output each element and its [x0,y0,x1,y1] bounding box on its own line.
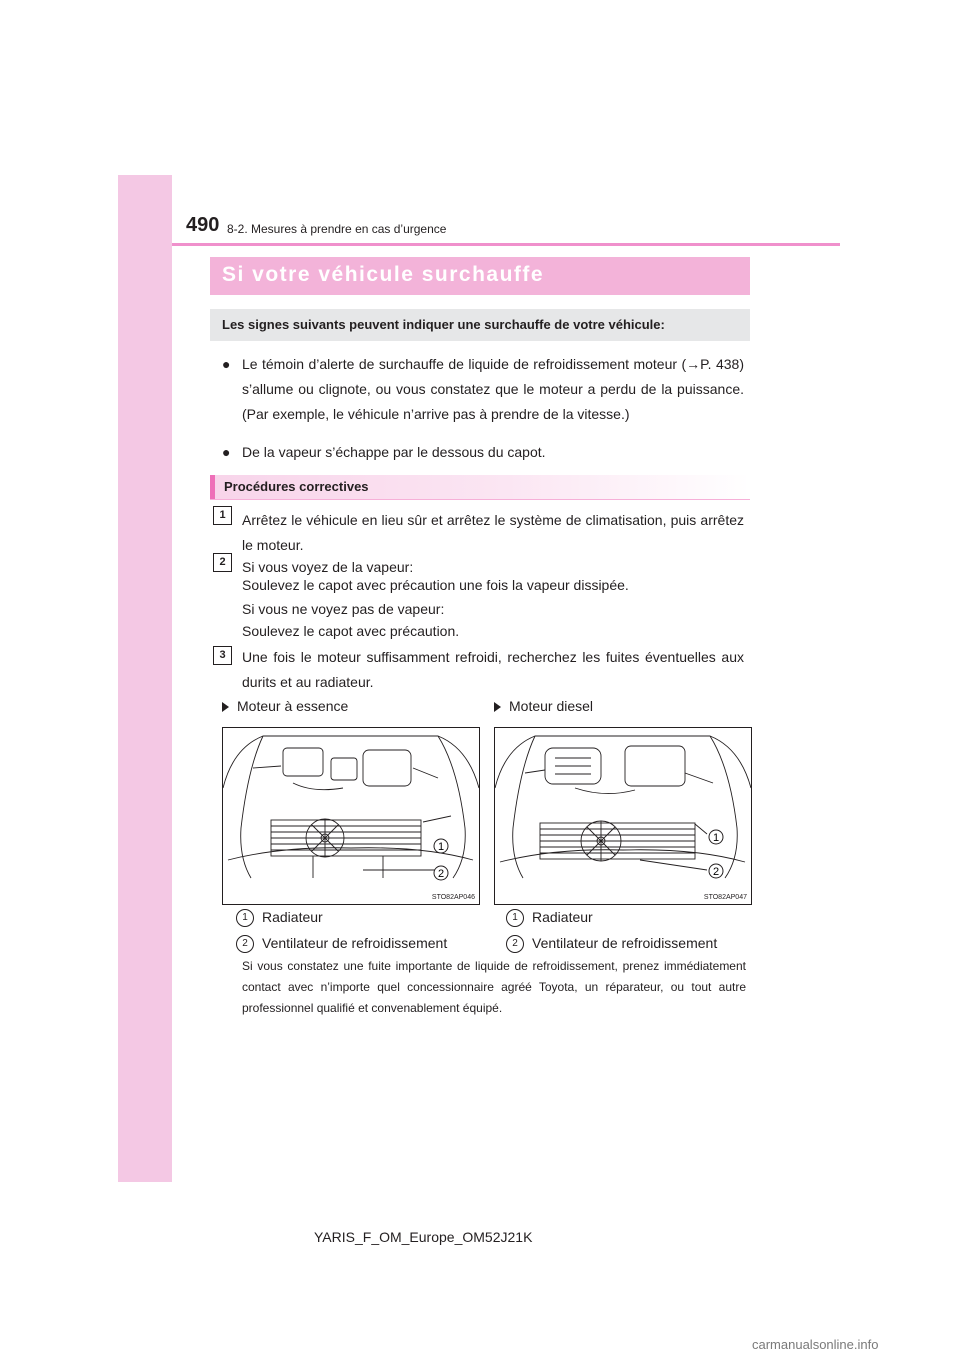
procedures-accent [210,475,215,499]
step-2-line-4: Soulevez le capot avec précaution. [242,623,460,639]
legend-item-radiator: 1 Radiateur [506,909,593,927]
step-2-line-3: Si vous ne voyez pas de vapeur: [242,601,445,617]
step-number-1: 1 [213,506,232,525]
step-number-3: 3 [213,646,232,665]
breadcrumb: 8-2. Mesures à prendre en cas d’urgence [227,222,447,236]
step-2-line-1: Si vous voyez de la vapeur: [242,559,414,575]
step-3-text: Une fois le moteur suffisamment refroidi, recherchez les fuites éventuelles aux durits et au radiateur. [242,649,744,690]
legend-number: 1 [506,909,524,927]
section-title: Si votre véhicule surchauffe [222,263,545,286]
engine-bay-illustration-diesel [495,728,751,904]
figure-label-petrol: Moteur à essence [222,698,348,714]
legend-item-fan: 2 Ventilateur de refroidissement [506,935,717,953]
legend-number: 1 [236,909,254,927]
section-title-bar [210,257,750,295]
triangle-right-icon [494,702,501,712]
bullet-icon: ● [222,444,231,460]
page-number: 490 [186,214,220,236]
procedures-title: Procédures correctives [224,479,369,494]
header-rule [172,243,840,246]
step-number-2: 2 [213,553,232,572]
document-code: YARIS_F_OM_Europe_OM52J21K [314,1229,533,1245]
callout-2: 2 [712,866,720,878]
figure-code: STO82AP046 [431,894,475,901]
figure-label-diesel: Moteur diesel [494,698,593,714]
engine-bay-illustration-petrol [223,728,479,904]
callout-1: 1 [437,841,445,853]
callout-1: 1 [712,832,720,844]
legend-item-fan: 2 Ventilateur de refroidissement [236,935,447,953]
bullet-text-1: Le témoin d’alerte de surchauffe de liquide de refroidissement moteur (→P. 438) s’allume ou clignote, ou vous constatez que le moteur a perdu de la puissance. (Par exemple, le véhicule n’arrive pas à prendre de la vitesse.) [242,356,744,422]
note-text: Si vous constatez une fuite importante de liquide de refroidissement, prenez immédiatement contact avec n’importe quel concessionnaire agréé Toyota, un réparateur, ou tout autre professionnel qualifié et convenablement équipé. [242,959,746,1015]
legend-number: 2 [506,935,524,953]
intro-text: Les signes suivants peuvent indiquer une surchauffe de votre véhicule: [222,317,665,332]
triangle-right-icon [222,702,229,712]
figure-diesel-engine [494,727,752,905]
watermark: carmanualsonline.info [752,1337,879,1352]
figure-petrol-engine [222,727,480,905]
figure-code: STO82AP047 [703,894,747,901]
step-1-text: Arrêtez le véhicule en lieu sûr et arrêtez le système de climatisation, puis arrêtez le moteur. [242,512,744,553]
legend-number: 2 [236,935,254,953]
step-2-line-2: Soulevez le capot avec précaution une fois la vapeur dissipée. [242,577,629,593]
chapter-sidebar-tab [118,175,172,1182]
procedures-header [210,475,750,500]
callout-group [709,830,723,878]
bullet-icon: ● [222,356,231,372]
callout-2: 2 [437,868,445,880]
legend-item-radiator: 1 Radiateur [236,909,323,927]
bullet-text-2: De la vapeur s’échappe par le dessous du capot. [242,444,546,460]
callout-group [434,839,448,880]
intro-box [210,309,750,341]
